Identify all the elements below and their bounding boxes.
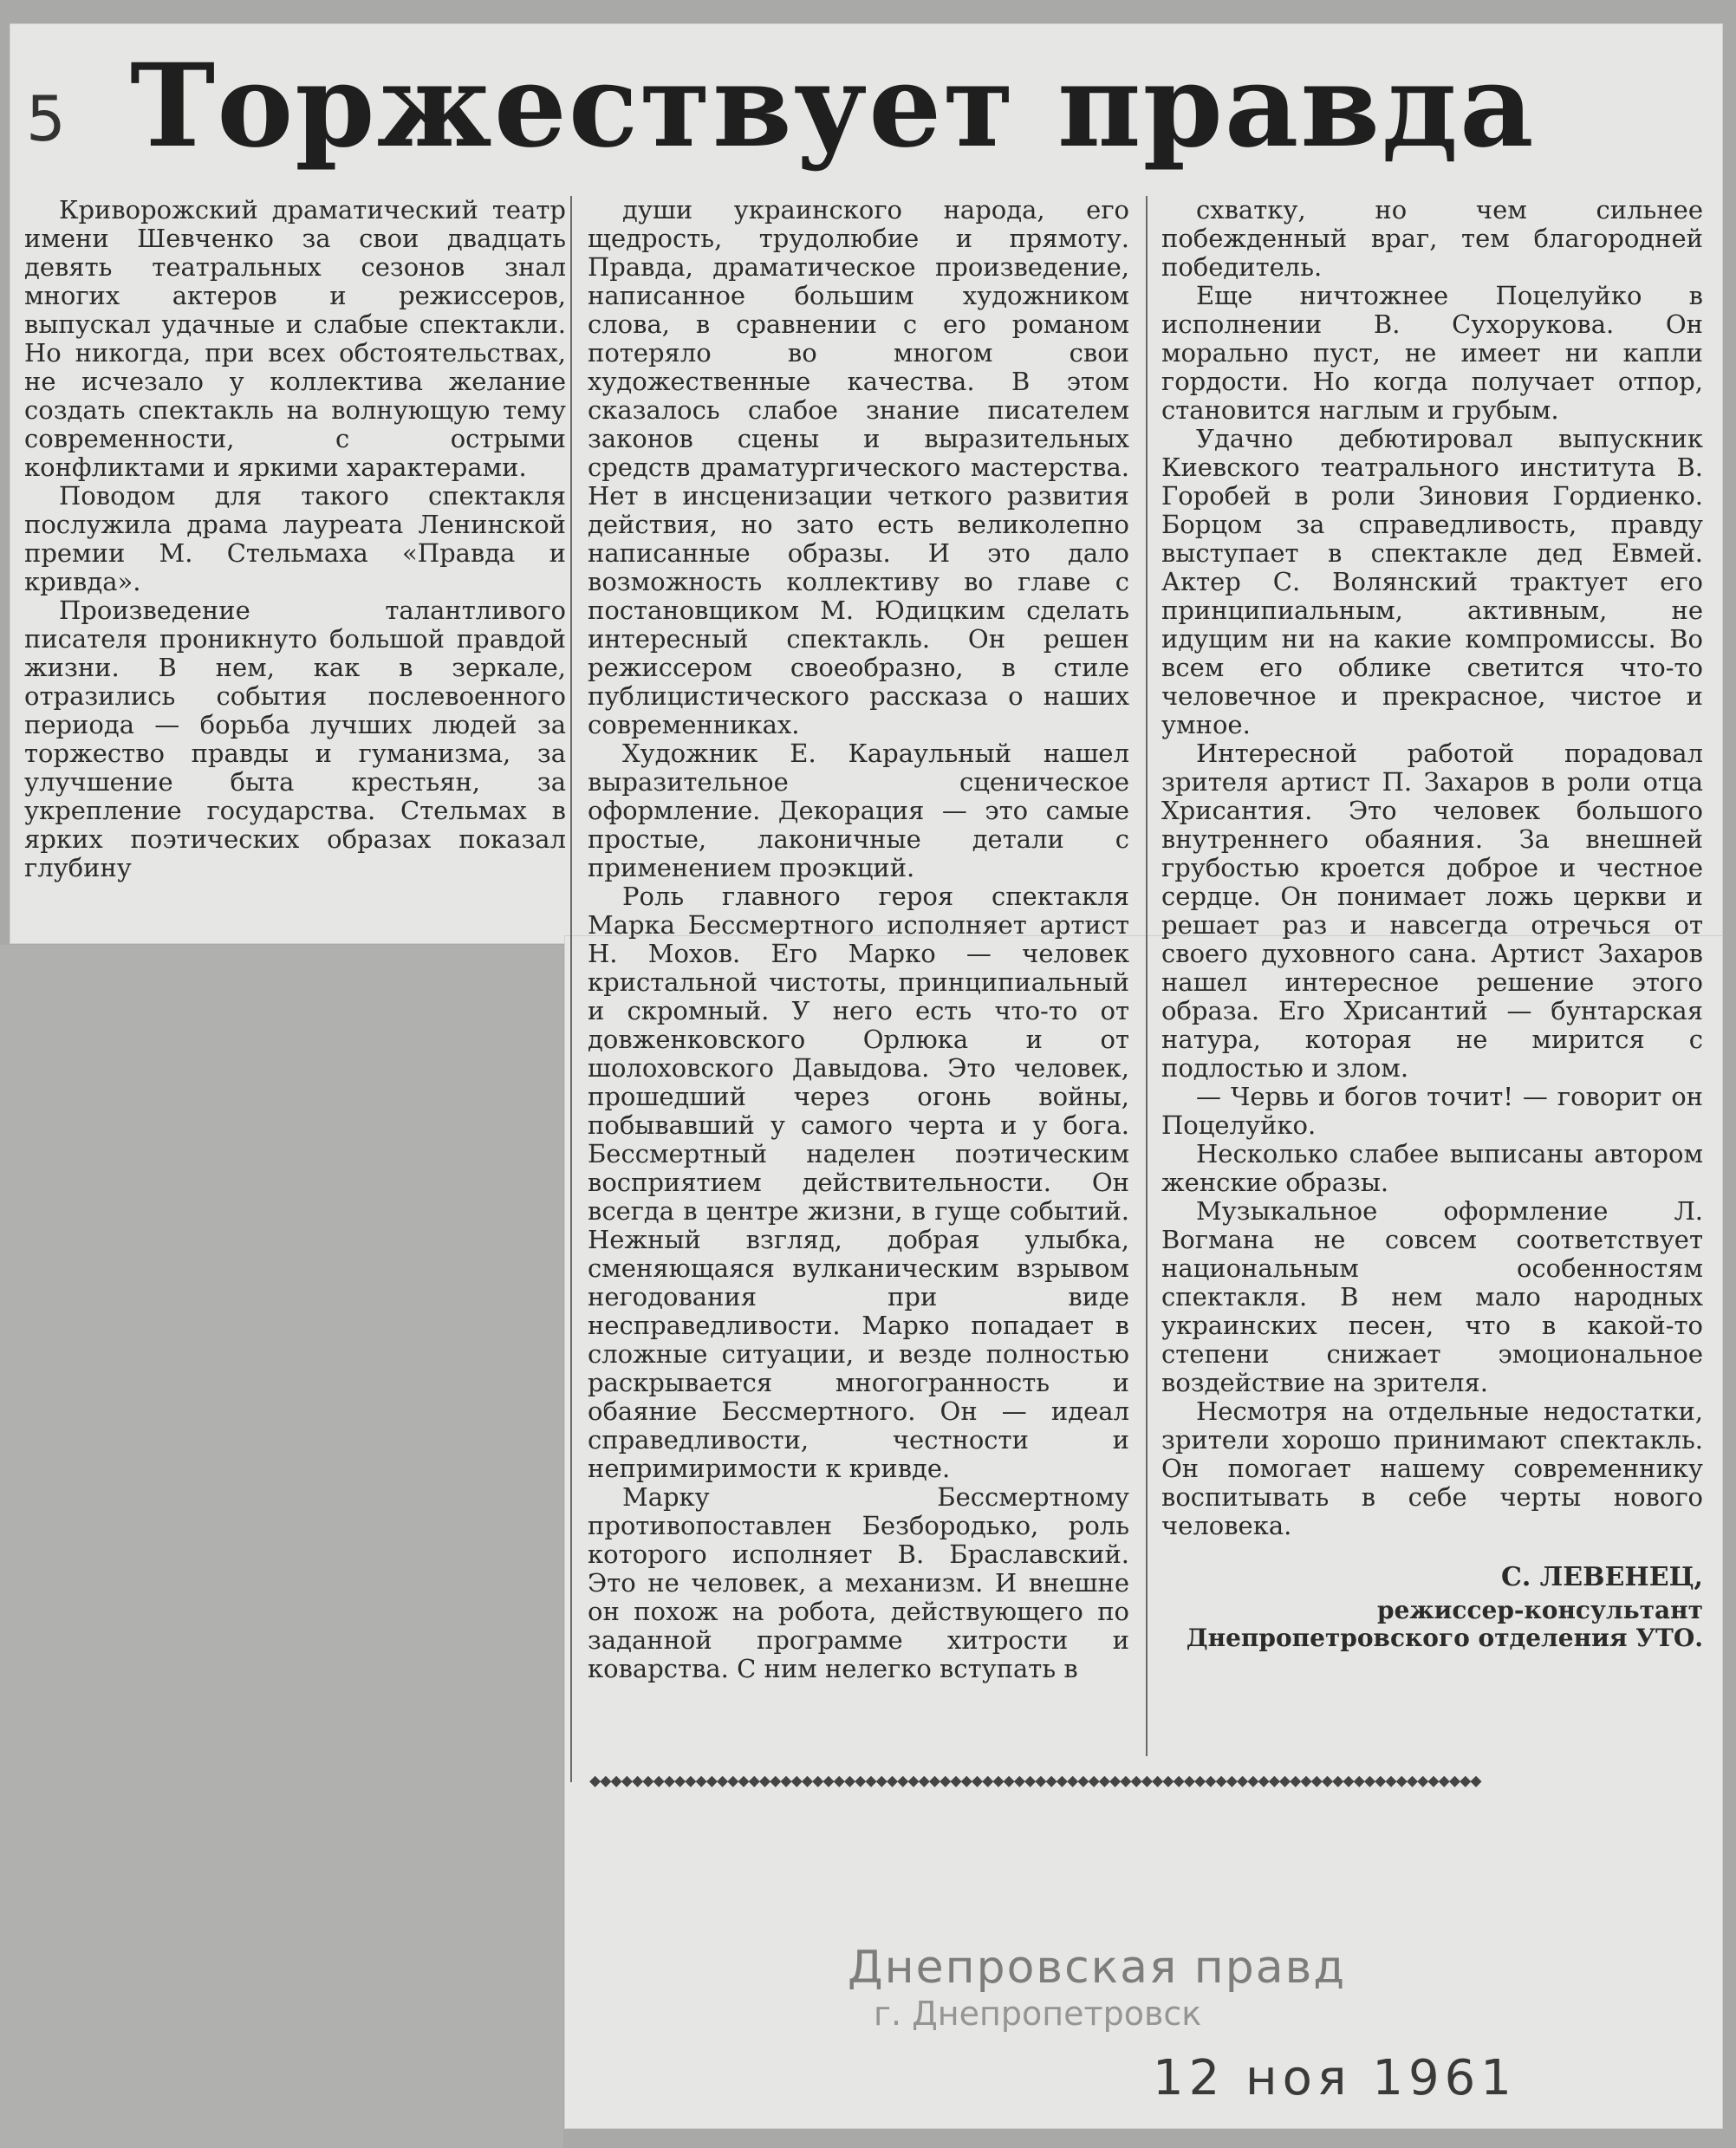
paragraph: Музыкальное оформление Л. Вогмана не совсем соответствует национальным особенностям спектакля. В нем мало народных украинских песен, что в какой-то степени снижает эмоциональное воздействие на зрителя. xyxy=(1161,1196,1703,1397)
stamp-newspaper-name: Днепровская правд xyxy=(848,1942,1347,1994)
stamp-city: г. Днепропетровск xyxy=(874,1995,1202,2033)
paragraph: Еще ничтожнее Поцелуйко в исполнении В. Сухорукова. Он морально пуст, не имеет ни капли гордости. Но когда получает отпор, становится наглым и грубым. xyxy=(1161,281,1703,425)
author-name: С. ЛЕВЕНЕЦ, xyxy=(1500,1562,1703,1592)
article-column-1 xyxy=(24,196,566,882)
column-rule xyxy=(570,196,572,1782)
paragraph: Удачно дебютировал выпускник Киевского театрального института В. Горобей в роли Зиновия Гордиенко. Борцом за справедливость, правду выступает в спектакле дед Евмей. Актер С. Волянский трактует его принципиальным, активным, не идущим ни на какие компромиссы. Во всем его облике светится что-то человечное и прекрасное, чистое и умное. xyxy=(1161,424,1703,739)
scan-background xyxy=(0,945,563,2148)
margin-mark: 5 xyxy=(26,82,66,155)
paragraph: Несмотря на отдельные недостатки, зрители хорошо принимают спектакль. Он помогает нашему современнику воспитывать в себе черты нового человека. xyxy=(1161,1396,1703,1540)
article-headline: Торжествует правда xyxy=(130,39,1536,173)
paragraph: — Червь и богов точит! — говорит он Поцелуйко. xyxy=(1161,1082,1703,1140)
article-column-2 xyxy=(588,196,1129,1683)
paragraph: души украинского народа, его щедрость, трудолюбие и прямоту. Правда, драматическое произведение, написанное большим художником слова, в сравнении с его романом потеряло во многом свои художественные качества. В этом сказалось слабое знание писателем законов сцены и выразительных средств драматургического мастерства. Нет в инсценизации четкого развития действия, но зато есть великолепно написанные образы. И это дало возможность коллективу во главе с постановщиком М. Юдицким сделать интересный спектакль. Он решен режиссером своеобразно, в стиле публицистического рассказа о наших современниках. xyxy=(588,195,1129,739)
article-column-3 xyxy=(1161,196,1703,1652)
column-rule xyxy=(1146,196,1148,1756)
paragraph: Криворожский драматический театр имени Шевченко за свои двадцать девять театральных сезонов знал многих актеров и режиссеров, выпускал удачные и слабые спектакли. Но никогда, при всех обстоятельствах, не исчезало у коллектива желание создать спектакль на волнующую тему современности, с острыми конфликтами и яркими характерами. xyxy=(24,195,566,482)
handwritten-date: 12 ноя 1961 xyxy=(1153,2050,1517,2106)
ornamental-divider: ◆◆◆◆◆◆◆◆◆◆◆◆◆◆◆◆◆◆◆◆◆◆◆◆◆◆◆◆◆◆◆◆◆◆◆◆◆◆◆◆◆◆◆◆◆◆◆◆◆◆◆◆◆◆◆◆◆◆◆◆◆◆◆◆◆◆◆◆◆◆◆◆◆◆◆◆◆◆◆◆◆◆◆◆ xyxy=(589,1770,1481,1792)
paragraph: Роль главного героя спектакля Марка Бессмертного исполняет артист Н. Мохов. Его Марко — человек кристальной чистоты, принципиальный и скромный. У него есть что-то от довженковского Орлюка и от шолоховского Давыдова. Это человек, прошедший через огонь войны, побывавший у самого черта и у бога. Бессмертный наделен поэтическим восприятием действительности. Он всегда в центре жизни, в гуще событий. Нежный взгляд, добрая улыбка, сменяющаяся вулканическим взрывом негодования при виде несправедливости. Марко попадает в сложные ситуации, и везде полностью раскрывается многогранность и обаяние Бессмертного. Он — идеал справедливости, честности и непримиримости к кривде. xyxy=(588,882,1129,1483)
paragraph: Несколько слабее выписаны автором женские образы. xyxy=(1161,1139,1703,1197)
paragraph: Интересной работой порадовал зрителя артист П. Захаров в роли отца Хрисантия. Это человек большого внутреннего обаяния. За внешней грубостью кроется доброе и честное сердце. Он понимает ложь церкви и решает раз и навсегда отречься от своего духовного сана. Артист Захаров нашел интересное решение этого образа. Его Хрисантий — бунтарская натура, которая не мирится с подлостью и злом. xyxy=(1161,739,1703,1083)
paragraph: Поводом для такого спектакля послужила драма лауреата Ленинской премии М. Стельмаха «Правда и кривда». xyxy=(24,481,566,596)
paragraph: Художник Е. Караульный нашел выразительное сценическое оформление. Декорация — это самые простые, лаконичные детали с применением проэкций. xyxy=(588,739,1129,882)
paragraph: Марку Бессмертному противопоставлен Безбородько, роль которого исполняет В. Браславский. Это не человек, а механизм. И внешне он похож на робота, действующего по заданной программе хитрости и коварства. С ним нелегко вступать в xyxy=(588,1482,1129,1683)
paragraph: Произведение талантливого писателя проникнуто большой правдой жизни. В нем, как в зеркале, отразились события послевоенного периода — борьба лучших людей за торжество правды и гуманизма, за улучшение быта крестьян, за укрепление государства. Стельмах в ярких поэтических образах показал глубину xyxy=(24,596,566,882)
author-role: режиссер-консультант Днепропетровского отделения УТО. xyxy=(1186,1596,1703,1652)
newspaper-stamp xyxy=(848,1942,1346,2034)
paragraph: схватку, но чем сильнее побежденный враг, тем благородней победитель. xyxy=(1161,195,1703,282)
